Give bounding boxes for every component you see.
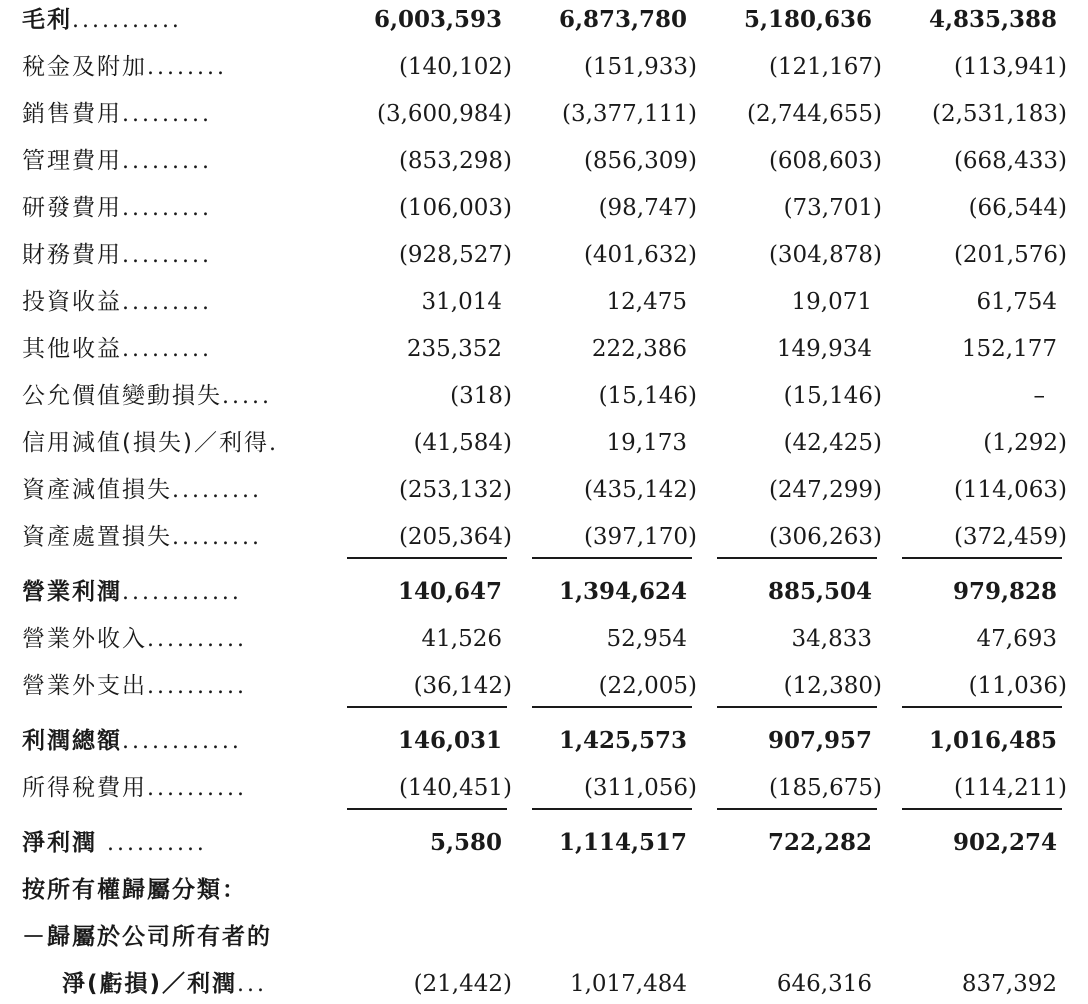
value-cell-col-3: (121,167)	[768, 54, 882, 80]
row-label-text: 研發費用	[22, 195, 122, 221]
value-cell-col-3: 885,504	[767, 578, 872, 605]
value-cell-col-3	[707, 917, 882, 957]
row-label	[22, 376, 312, 416]
subtotal-rule	[717, 808, 877, 810]
table-row	[0, 964, 1088, 1004]
table-row	[0, 47, 1088, 87]
subtotal-rule	[347, 557, 507, 559]
value-cell-col-3: 34,833	[791, 626, 872, 652]
table-row	[0, 423, 1088, 463]
value-cell-col-2: (435,142)	[583, 477, 697, 503]
row-label	[22, 823, 312, 863]
row-label-text: 其他收益	[22, 336, 122, 362]
table-row	[0, 721, 1088, 761]
value-cell-col-4: 837,392	[961, 971, 1057, 997]
value-cell-col-4: 47,693	[976, 626, 1057, 652]
value-cell-col-4: 4,835,388	[928, 6, 1057, 33]
table-row	[0, 235, 1088, 275]
value-cell-col-3: (304,878)	[768, 242, 882, 268]
value-cell-col-1: (318)	[450, 383, 512, 409]
value-cell-col-2: 1,017,484	[569, 971, 687, 997]
leader-dots: .........	[122, 337, 212, 362]
value-cell-col-1: (106,003)	[398, 195, 512, 221]
value-cell-col-3: (73,701)	[783, 195, 882, 221]
value-cell-col-1: (140,451)	[398, 775, 512, 801]
leader-dots: .........	[122, 290, 212, 315]
value-cell-col-2: 1,425,573	[558, 727, 687, 754]
value-cell-col-4: –	[1033, 383, 1045, 409]
value-cell-col-1: (3,600,984)	[376, 101, 512, 127]
row-label-text: 營業外支出	[22, 673, 147, 699]
subtotal-rule	[902, 557, 1062, 559]
value-cell-col-3: (12,380)	[783, 673, 882, 699]
value-cell-col-2: (98,747)	[598, 195, 697, 221]
value-cell-col-4: 152,177	[961, 336, 1057, 362]
leader-dots: ..........	[97, 831, 207, 856]
row-label	[22, 329, 312, 369]
value-cell-col-3: 5,180,636	[743, 6, 872, 33]
row-label-text: 管理費用	[22, 148, 122, 174]
table-row	[0, 376, 1088, 416]
leader-dots: .........	[172, 478, 262, 503]
value-cell-col-1: 140,647	[397, 578, 502, 605]
row-label-text: 投資收益	[22, 289, 122, 315]
value-cell-col-3: 907,957	[767, 727, 872, 754]
row-label	[22, 94, 312, 134]
row-label	[22, 666, 312, 706]
row-label	[22, 572, 312, 612]
table-row	[0, 823, 1088, 863]
value-cell-col-1: (36,142)	[413, 673, 512, 699]
value-cell-col-2: (3,377,111)	[561, 101, 697, 127]
value-cell-col-1: (140,102)	[398, 54, 512, 80]
row-label-text: －歸屬於公司所有者的	[22, 924, 272, 950]
value-cell-col-4: 61,754	[976, 289, 1057, 315]
row-label-text: 銷售費用	[22, 101, 122, 127]
row-label-text: 淨(虧損)／利潤	[62, 971, 238, 997]
value-cell-col-2: 52,954	[606, 626, 687, 652]
row-label	[22, 517, 312, 557]
leader-dots: .	[268, 431, 279, 456]
table-row	[0, 572, 1088, 612]
value-cell-col-3: 722,282	[767, 829, 872, 856]
subtotal-rule	[532, 706, 692, 708]
subtotal-rule	[532, 808, 692, 810]
leader-dots: .........	[122, 149, 212, 174]
value-cell-col-4: (11,036)	[968, 673, 1067, 699]
value-cell-col-4: (668,433)	[953, 148, 1067, 174]
value-cell-col-3: (306,263)	[768, 524, 882, 550]
table-row	[0, 666, 1088, 706]
leader-dots: .........	[172, 525, 262, 550]
row-label	[22, 870, 312, 910]
value-cell-col-3: (15,146)	[783, 383, 882, 409]
subtotal-rule	[717, 557, 877, 559]
value-cell-col-2: (397,170)	[583, 524, 697, 550]
value-cell-col-4	[892, 917, 1067, 957]
value-cell-col-4: 902,274	[952, 829, 1057, 856]
value-cell-col-1: (205,364)	[398, 524, 512, 550]
value-cell-col-4: (201,576)	[953, 242, 1067, 268]
table-row	[0, 141, 1088, 181]
value-cell-col-2: 12,475	[606, 289, 687, 315]
row-label	[22, 917, 312, 957]
row-label-text: 資產減值損失	[22, 477, 172, 503]
row-label	[22, 470, 312, 510]
leader-dots: .........	[122, 196, 212, 221]
table-row	[0, 870, 1088, 910]
value-cell-col-4: (66,544)	[968, 195, 1067, 221]
value-cell-col-2: (401,632)	[583, 242, 697, 268]
row-label	[22, 141, 312, 181]
value-cell-col-1: 6,003,593	[373, 6, 502, 33]
row-label-text: 營業外收入	[22, 626, 147, 652]
row-label-text: 所得稅費用	[22, 775, 147, 801]
value-cell-col-2: (22,005)	[598, 673, 697, 699]
value-cell-col-4: (1,292)	[983, 430, 1067, 456]
leader-dots: .........	[122, 102, 212, 127]
table-row	[0, 282, 1088, 322]
value-cell-col-4: (114,063)	[953, 477, 1067, 503]
row-label-text: 按所有權歸屬分類：	[22, 877, 247, 903]
value-cell-col-1: (41,584)	[413, 430, 512, 456]
row-label	[22, 0, 312, 40]
value-cell-col-2	[522, 870, 697, 910]
table-row	[0, 188, 1088, 228]
row-label	[22, 47, 312, 87]
value-cell-col-1	[337, 870, 512, 910]
value-cell-col-4: (114,211)	[953, 775, 1067, 801]
value-cell-col-1: (21,442)	[413, 971, 512, 997]
leader-dots: ........	[147, 55, 227, 80]
row-label	[22, 423, 312, 463]
value-cell-col-1: 146,031	[397, 727, 502, 754]
value-cell-col-2: 1,114,517	[558, 829, 687, 856]
subtotal-rule	[902, 706, 1062, 708]
value-cell-col-3: (42,425)	[783, 430, 882, 456]
table-row	[0, 517, 1088, 557]
value-cell-col-2: 222,386	[591, 336, 687, 362]
value-cell-col-2: (15,146)	[598, 383, 697, 409]
subtotal-rule	[717, 706, 877, 708]
table-row	[0, 619, 1088, 659]
subtotal-rule	[347, 808, 507, 810]
value-cell-col-4: (2,531,183)	[931, 101, 1067, 127]
row-label	[22, 282, 312, 322]
leader-dots: ............	[122, 580, 242, 605]
leader-dots: ..........	[147, 674, 247, 699]
row-label-text: 資產處置損失	[22, 524, 172, 550]
value-cell-col-1: (853,298)	[398, 148, 512, 174]
subtotal-rule	[902, 808, 1062, 810]
value-cell-col-2: 19,173	[606, 430, 687, 456]
value-cell-col-2: (311,056)	[583, 775, 697, 801]
table-row	[0, 0, 1088, 40]
row-label-text: 毛利	[22, 7, 72, 33]
value-cell-col-2: (151,933)	[583, 54, 697, 80]
row-label	[62, 964, 312, 1004]
value-cell-col-3: 646,316	[776, 971, 872, 997]
row-label-text: 營業利潤	[22, 579, 122, 605]
value-cell-col-3	[707, 870, 882, 910]
leader-dots: ............	[122, 729, 242, 754]
table-row	[0, 94, 1088, 134]
leader-dots: ...........	[72, 8, 182, 33]
leader-dots: ..........	[147, 776, 247, 801]
row-label-text: 公允價值變動損失	[22, 383, 222, 409]
value-cell-col-3: (608,603)	[768, 148, 882, 174]
value-cell-col-2	[522, 917, 697, 957]
leader-dots: .........	[122, 243, 212, 268]
value-cell-col-1: 5,580	[429, 829, 502, 856]
row-label	[22, 721, 312, 761]
value-cell-col-1: 31,014	[421, 289, 502, 315]
value-cell-col-2: 1,394,624	[558, 578, 687, 605]
row-label-text: 信用減值(損失)／利得	[22, 430, 269, 456]
leader-dots: ...	[237, 972, 268, 997]
value-cell-col-1: (928,527)	[398, 242, 512, 268]
value-cell-col-1: 235,352	[406, 336, 502, 362]
value-cell-col-3: 149,934	[776, 336, 872, 362]
table-row	[0, 917, 1088, 957]
value-cell-col-4: 979,828	[952, 578, 1057, 605]
table-row	[0, 329, 1088, 369]
row-label	[22, 619, 312, 659]
value-cell-col-4	[892, 870, 1067, 910]
value-cell-col-2: 6,873,780	[558, 6, 687, 33]
value-cell-col-4: 1,016,485	[928, 727, 1057, 754]
value-cell-col-3: (185,675)	[768, 775, 882, 801]
value-cell-col-4: (372,459)	[953, 524, 1067, 550]
row-label	[22, 768, 312, 808]
table-row	[0, 470, 1088, 510]
value-cell-col-3: 19,071	[791, 289, 872, 315]
value-cell-col-2: (856,309)	[583, 148, 697, 174]
value-cell-col-1	[337, 917, 512, 957]
row-label-text: 財務費用	[22, 242, 122, 268]
value-cell-col-3: (2,744,655)	[746, 101, 882, 127]
row-label-text: 利潤總額	[22, 728, 122, 754]
row-label-text: 淨利潤	[22, 830, 97, 856]
value-cell-col-1: (253,132)	[398, 477, 512, 503]
table-row	[0, 768, 1088, 808]
value-cell-col-3: (247,299)	[768, 477, 882, 503]
leader-dots: .....	[222, 384, 272, 409]
value-cell-col-1: 41,526	[421, 626, 502, 652]
row-label	[22, 188, 312, 228]
subtotal-rule	[532, 557, 692, 559]
row-label-text: 稅金及附加	[22, 54, 147, 80]
subtotal-rule	[347, 706, 507, 708]
leader-dots: ..........	[147, 627, 247, 652]
value-cell-col-4: (113,941)	[953, 54, 1067, 80]
row-label	[22, 235, 312, 275]
